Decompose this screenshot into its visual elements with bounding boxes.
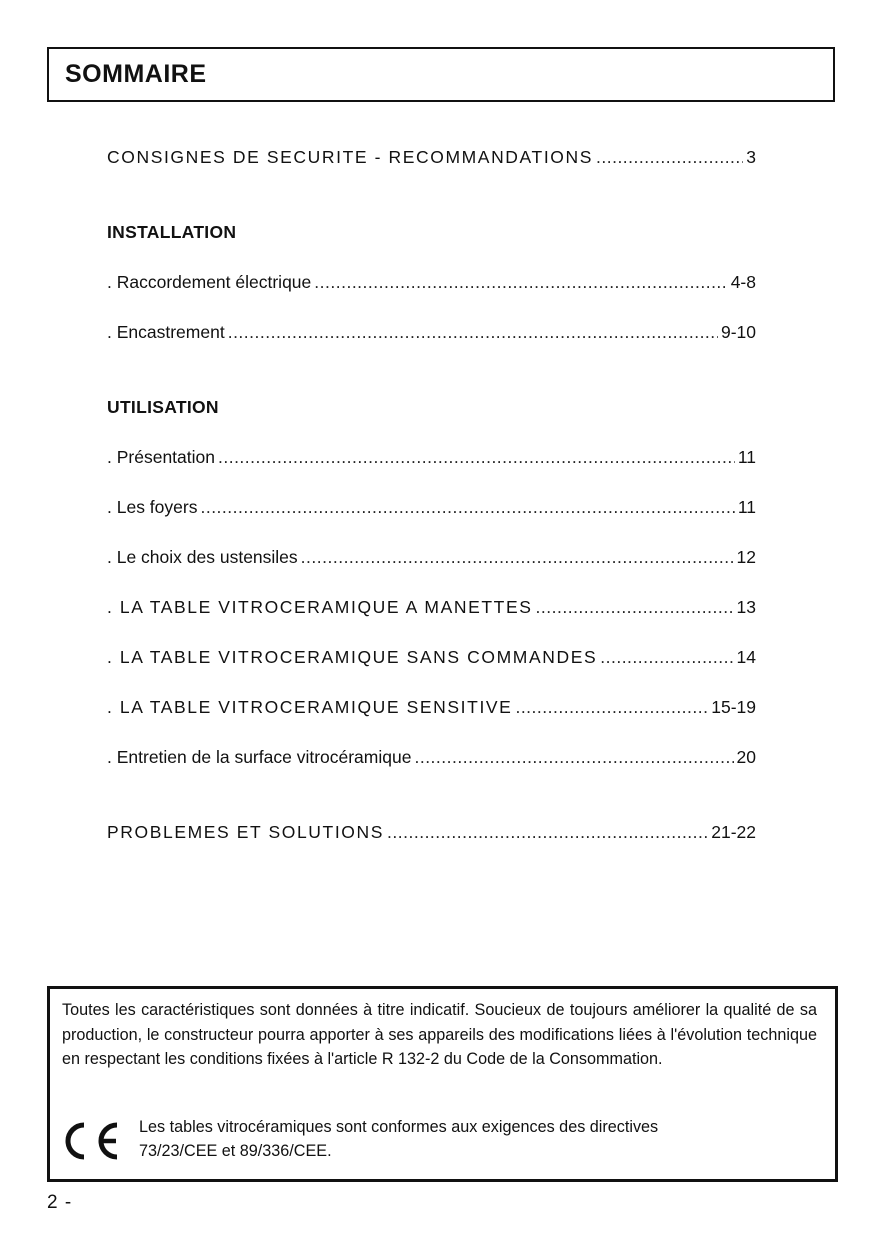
toc-entry-label: . Présentation bbox=[107, 447, 215, 467]
toc-entry-sensitive[interactable] bbox=[107, 695, 756, 719]
notice-text: Toutes les caractéristiques sont données à titre indicatif. Soucieux de toujours améliorer la qualité de sa production, le constructeur pourra apporter à ses appareils des modifications liées à l'évolution technique en respectant les conditions fixées à l'article R 132-2 du Code de la Consommation. bbox=[62, 1001, 817, 1068]
toc-entry-label: . LA TABLE VITROCERAMIQUE SENSITIVE bbox=[107, 697, 513, 717]
toc-entry-page: 21-22 bbox=[711, 822, 756, 842]
notice-box bbox=[47, 986, 838, 1182]
toc-entry-page: 14 bbox=[736, 647, 756, 667]
dot-leader bbox=[515, 695, 708, 719]
toc-entry-label: . Entretien de la surface vitrocéramique bbox=[107, 747, 412, 767]
ce-statement bbox=[139, 1115, 799, 1163]
toc-entry-page: 20 bbox=[736, 747, 756, 767]
ce-statement-line-2: 73/23/CEE et 89/336/CEE. bbox=[139, 1142, 332, 1160]
toc-entry-page: 3 bbox=[746, 147, 756, 167]
toc-entry-encastrement[interactable] bbox=[107, 320, 756, 344]
dot-leader bbox=[218, 445, 735, 469]
section-heading-installation: INSTALLATION bbox=[107, 222, 237, 242]
toc-entry-page: 9-10 bbox=[720, 322, 756, 342]
toc-entry-page: 13 bbox=[736, 597, 756, 617]
toc-entry-entretien[interactable] bbox=[107, 745, 756, 769]
toc-entry-label: PROBLEMES ET SOLUTIONS bbox=[107, 822, 385, 842]
toc-entry-label: CONSIGNES DE SECURITE - RECOMMANDATIONS bbox=[107, 147, 593, 167]
toc-entry-label: . LA TABLE VITROCERAMIQUE SANS COMMANDES bbox=[107, 647, 598, 667]
toc-entry-ustensiles[interactable] bbox=[107, 545, 756, 569]
toc-entry-label: . LA TABLE VITROCERAMIQUE A MANETTES bbox=[107, 597, 533, 617]
toc-entry-label: . Le choix des ustensiles bbox=[107, 547, 298, 567]
page-title: SOMMAIRE bbox=[65, 60, 207, 88]
dot-leader bbox=[536, 595, 734, 619]
dot-leader bbox=[228, 320, 718, 344]
toc-entry-page: 4-8 bbox=[730, 272, 756, 292]
toc-entry-label: . Raccordement électrique bbox=[107, 272, 312, 292]
page-number: 2 - bbox=[47, 1192, 73, 1213]
toc-entry-page: 11 bbox=[737, 497, 756, 517]
ce-mark-icon bbox=[62, 1119, 122, 1163]
dot-leader bbox=[200, 495, 734, 519]
dot-leader bbox=[600, 645, 733, 669]
toc-entry-manettes[interactable] bbox=[107, 595, 756, 619]
toc-entry-page: 12 bbox=[736, 547, 756, 567]
title-box bbox=[47, 47, 835, 102]
dot-leader bbox=[314, 270, 727, 294]
toc-entry-sans-commandes[interactable] bbox=[107, 645, 756, 669]
toc-entry-foyers[interactable] bbox=[107, 495, 756, 519]
section-heading-utilisation: UTILISATION bbox=[107, 397, 219, 417]
dot-leader bbox=[387, 820, 708, 844]
toc-entry-presentation[interactable] bbox=[107, 445, 756, 469]
ce-conformity bbox=[62, 1115, 802, 1165]
dot-leader bbox=[414, 745, 733, 769]
toc-entry-consignes[interactable] bbox=[107, 145, 756, 169]
dot-leader bbox=[596, 145, 743, 169]
ce-statement-line-1: Les tables vitrocéramiques sont conformes aux exigences des directives bbox=[139, 1118, 659, 1136]
toc-entry-page: 15-19 bbox=[711, 697, 756, 717]
toc-entry-raccordement[interactable] bbox=[107, 270, 756, 294]
toc-entry-problemes[interactable] bbox=[107, 820, 756, 844]
dot-leader bbox=[301, 545, 734, 569]
toc-entry-label: . Encastrement bbox=[107, 322, 225, 342]
toc-entry-page: 11 bbox=[737, 447, 756, 467]
toc-entry-label: . Les foyers bbox=[107, 497, 198, 517]
